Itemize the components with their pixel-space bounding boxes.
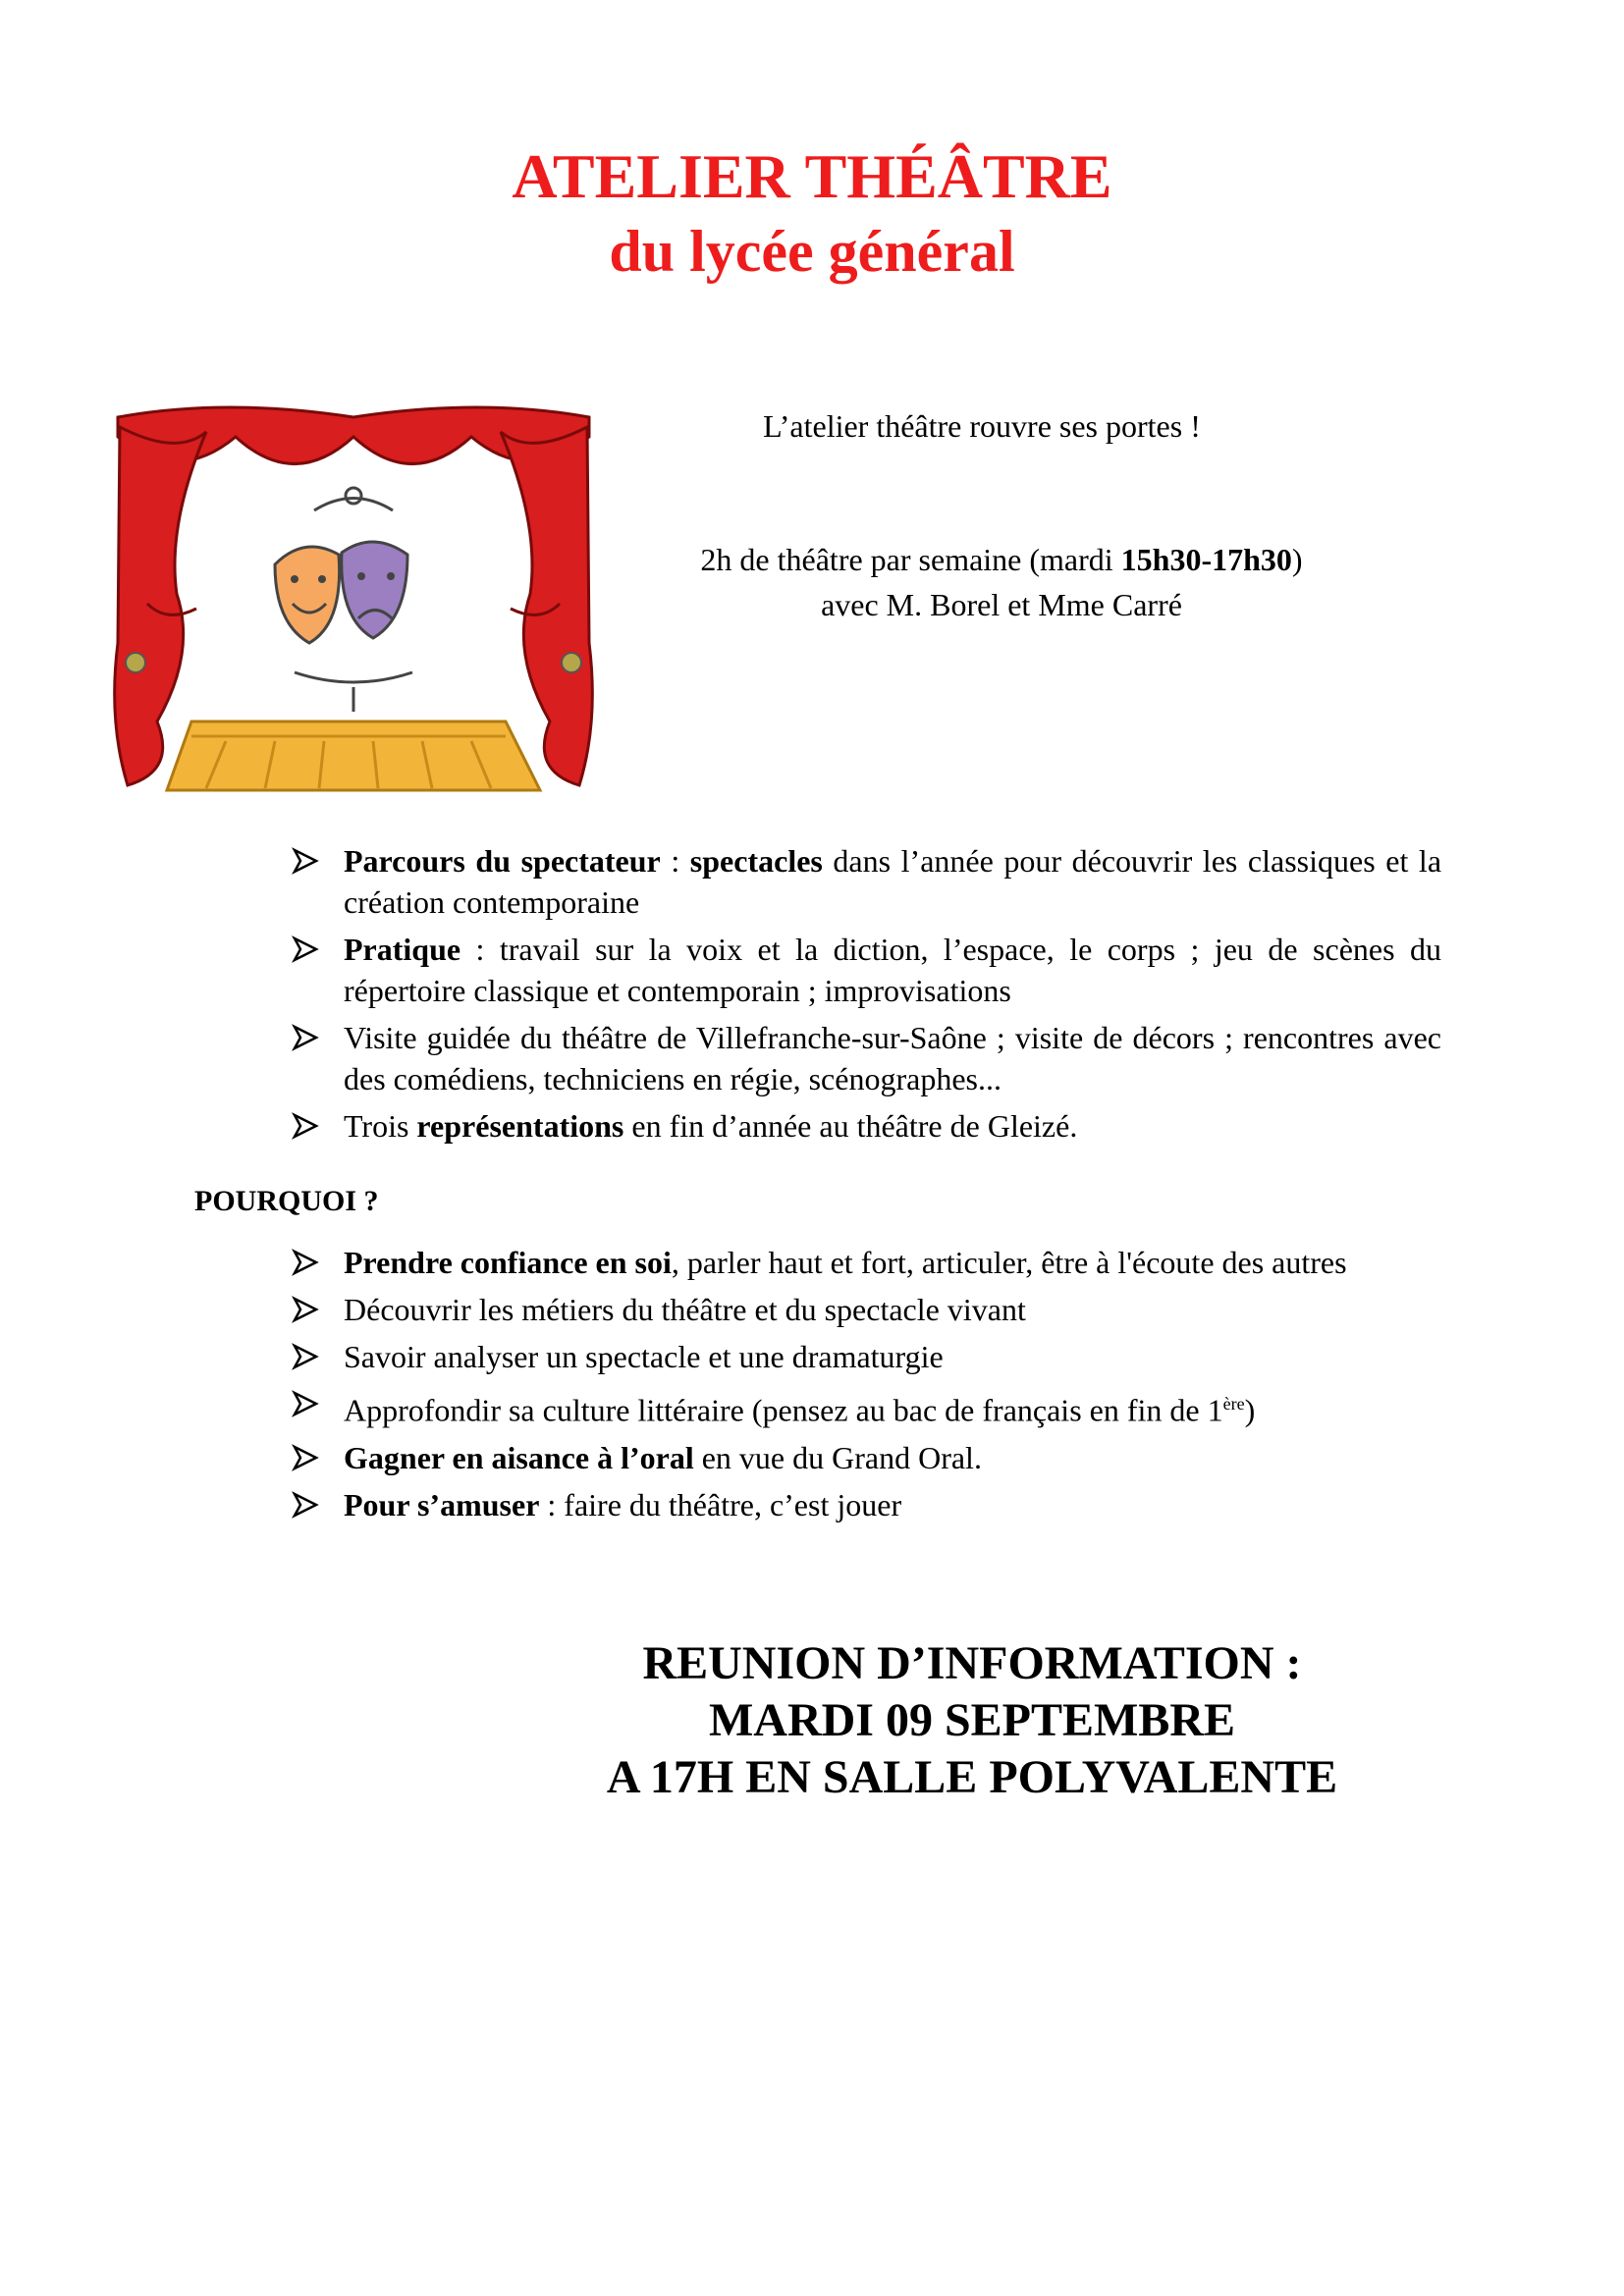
arrow-bullet-icon bbox=[291, 934, 320, 964]
item-text-2: dans l’année pour découvrir les classiques et la création contemporaine bbox=[344, 843, 1442, 920]
item-bold: Gagner en aisance à l’oral bbox=[344, 1439, 694, 1475]
item-bold: Parcours du spectateur bbox=[344, 843, 661, 879]
item-bold: Prendre confiance en soi bbox=[344, 1245, 672, 1280]
list-item bbox=[285, 929, 1441, 1011]
item-text-after: ) bbox=[1244, 1392, 1256, 1428]
list-item bbox=[285, 1105, 1441, 1147]
list-item bbox=[285, 1242, 1441, 1283]
meeting-line-3: A 17H EN SALLE POLYVALENTE bbox=[606, 1751, 1338, 1803]
item-bold-2: représentations bbox=[416, 1108, 624, 1144]
arrow-bullet-icon bbox=[291, 1389, 320, 1418]
arrow-bullet-icon bbox=[291, 1023, 320, 1052]
title-line-2: du lycée général bbox=[609, 219, 1015, 284]
why-heading: POURQUOI ? bbox=[194, 1185, 379, 1217]
arrow-bullet-icon bbox=[291, 1443, 320, 1472]
item-text-2: en fin d’année au théâtre de Gleizé. bbox=[623, 1108, 1078, 1144]
title-line-1: ATELIER THÉÂTRE bbox=[512, 141, 1112, 211]
item-text: : bbox=[660, 843, 690, 879]
item-bold: Pratique bbox=[344, 932, 461, 967]
item-text: : travail sur la voix et la diction, l’espace, le corps ; jeu de scènes du répertoire classique et contemporain ; improvisations bbox=[344, 932, 1441, 1008]
item-text: : faire du théâtre, c’est jouer bbox=[539, 1486, 902, 1522]
teachers-line: avec M. Borel et Mme Carré bbox=[821, 587, 1182, 622]
item-bold: Pour s’amuser bbox=[344, 1486, 540, 1522]
reasons-list bbox=[285, 1242, 1441, 1531]
meeting-line-1: REUNION D’INFORMATION : bbox=[642, 1637, 1302, 1689]
list-item bbox=[285, 1484, 1441, 1525]
arrow-bullet-icon bbox=[291, 1295, 320, 1324]
arrow-bullet-icon bbox=[291, 1342, 320, 1371]
arrow-bullet-icon bbox=[291, 1490, 320, 1520]
arrow-bullet-icon bbox=[291, 1248, 320, 1277]
schedule-block bbox=[628, 537, 1375, 627]
item-bold-2: spectacles bbox=[689, 843, 823, 879]
list-item bbox=[285, 1383, 1441, 1431]
intro-headline: L’atelier théâtre rouvre ses portes ! bbox=[763, 408, 1201, 444]
item-text: Découvrir les métiers du théâtre et du spectacle vivant bbox=[344, 1292, 1026, 1327]
item-text: , parler haut et fort, articuler, être à l'écoute des autres bbox=[671, 1245, 1347, 1280]
item-text: Approfondir sa culture littéraire (pensez au bac de français en fin de 1 bbox=[344, 1392, 1223, 1428]
schedule-line bbox=[628, 537, 1375, 582]
theatre-stage-icon bbox=[108, 398, 599, 810]
item-superscript: ère bbox=[1222, 1394, 1245, 1414]
arrow-bullet-icon bbox=[291, 1111, 320, 1141]
arrow-bullet-icon bbox=[291, 846, 320, 876]
schedule-post: ) bbox=[1291, 542, 1303, 577]
list-item bbox=[285, 1437, 1441, 1478]
item-text: Trois bbox=[344, 1108, 417, 1144]
item-text: en vue du Grand Oral. bbox=[693, 1439, 982, 1475]
activities-list bbox=[285, 840, 1441, 1152]
list-item bbox=[285, 840, 1441, 923]
list-item bbox=[285, 1017, 1441, 1099]
meeting-line-2: MARDI 09 SEPTEMBRE bbox=[708, 1694, 1236, 1746]
schedule-pre: 2h de théâtre par semaine (mardi bbox=[700, 542, 1121, 577]
item-text: Visite guidée du théâtre de Villefranche-sur-Saône ; visite de décors ; rencontres avec des comédiens, techniciens en régie, scénographes... bbox=[344, 1020, 1441, 1096]
item-text: Savoir analyser un spectacle et une dramaturgie bbox=[344, 1339, 944, 1374]
list-item bbox=[285, 1289, 1441, 1330]
schedule-time: 15h30-17h30 bbox=[1120, 542, 1292, 577]
list-item bbox=[285, 1336, 1441, 1377]
